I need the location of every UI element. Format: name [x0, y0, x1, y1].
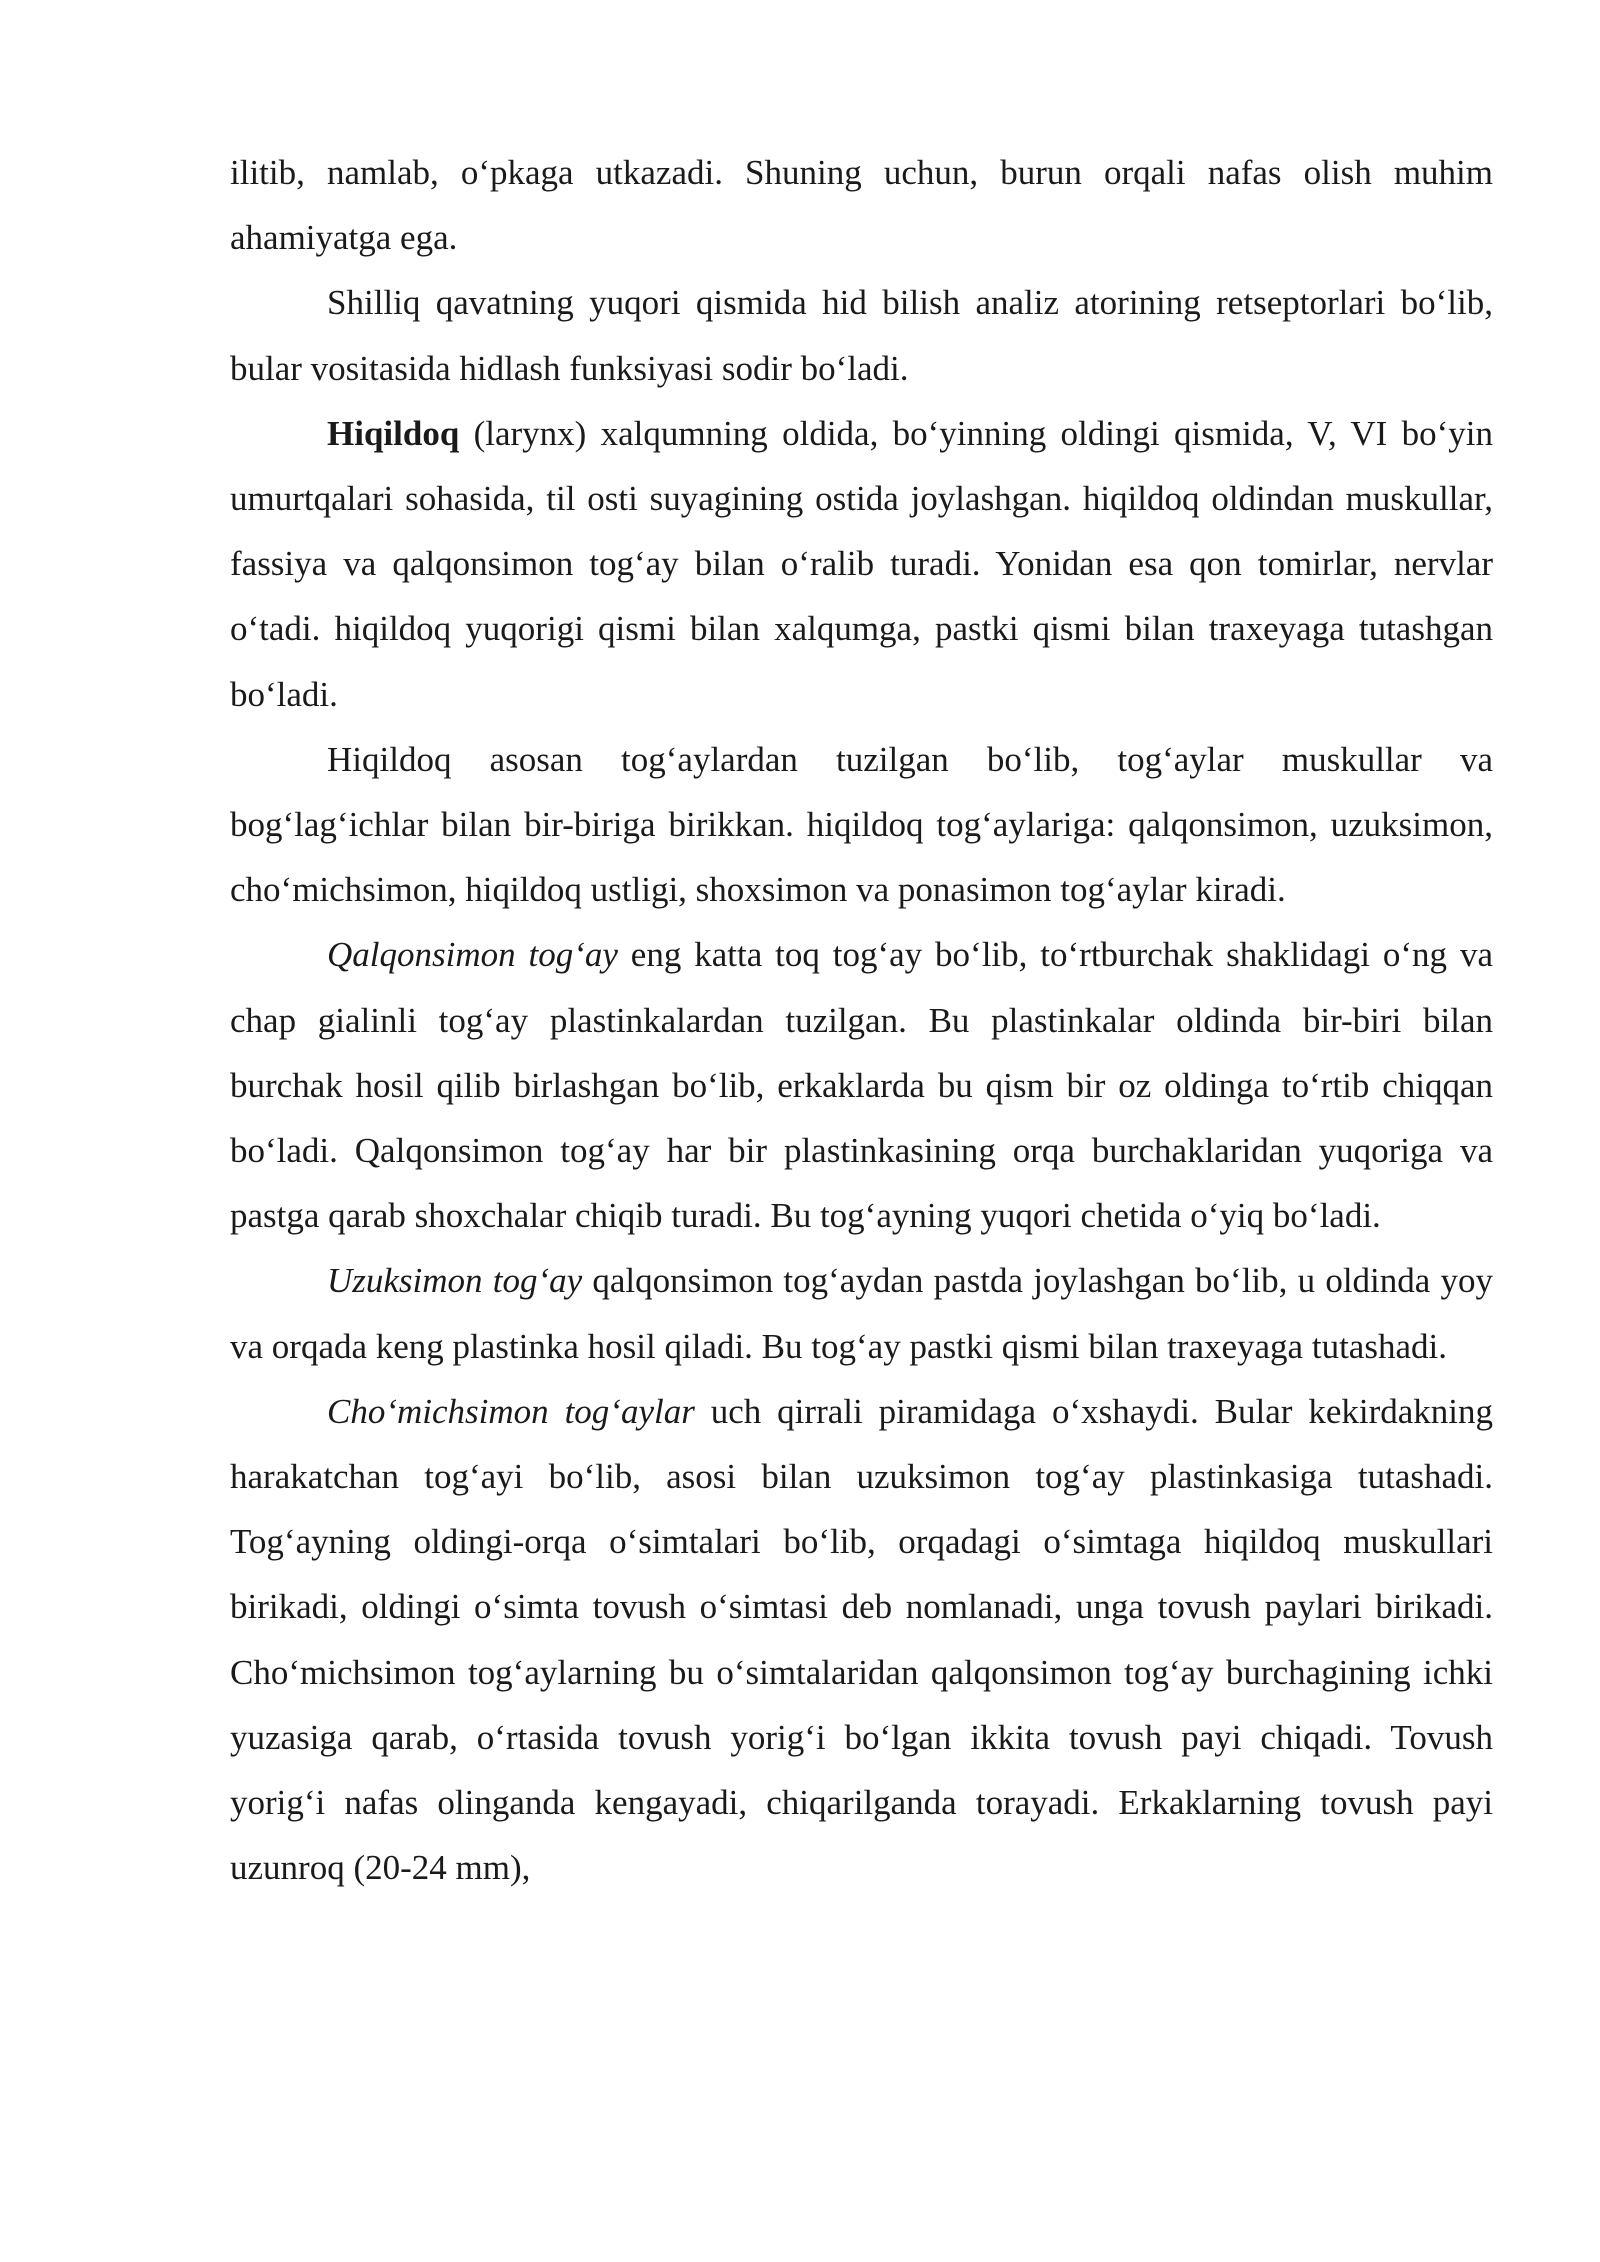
document-page — [230, 140, 1493, 1900]
paragraph — [230, 1248, 1493, 1378]
paragraph-text: ilitib, namlab, o‘pkaga utkazadi. Shuning uchun, burun orqali nafas olish muhim ahamiyatga ega. — [230, 153, 1493, 258]
paragraph — [230, 727, 1493, 923]
paragraph — [230, 1379, 1493, 1901]
term-heading: Hiqildoq — [327, 413, 460, 453]
term-heading: Qalqonsimon tog‘ay — [327, 935, 618, 975]
paragraph — [230, 140, 1493, 270]
paragraph — [230, 270, 1493, 400]
paragraph — [230, 922, 1493, 1248]
paragraph-text: Hiqildoq asosan tog‘aylardan tuzilgan bo‘lib, tog‘aylar muskullar va bog‘lag‘ichlar bilan bir-biriga birikkan. hiqildoq tog‘aylariga: qalqonsimon, uzuksimon, cho‘michsimon, hiqildoq ustligi, shoxsimon va ponasimon tog‘aylar kiradi. — [230, 739, 1493, 910]
term-heading: Cho‘michsimon tog‘aylar — [327, 1391, 695, 1431]
paragraph-text: qalqonsimon tog‘aydan pastda joylashgan bo‘lib, u oldinda yoy va orqada keng plastinka hosil qiladi. Bu tog‘ay pastki qismi bilan traxeyaga tutashadi. — [230, 1261, 1494, 1366]
paragraph-text: Shilliq qavatning yuqori qismida hid bilish analiz atorining retseptorlari bo‘lib, bular vositasida hidlash funksiyasi sodir bo‘ladi. — [230, 283, 1493, 388]
paragraph-text: eng katta toq tog‘ay bo‘lib, to‘rtburchak shaklidagi o‘ng va chap gialinli tog‘ay plastinkalardan tuzilgan. Bu plastinkalar oldinda bir-biri bilan burchak hosil qilib birlashgan bo‘lib, erkaklarda bu qism bir oz oldinga to‘rtib chiqqan bo‘ladi. Qalqonsimon tog‘ay har bir plastinkasining orqa burchaklaridan yuqoriga va pastga qarab shoxchalar chiqib turadi. Bu tog‘ayning yuqori chetida o‘yiq bo‘ladi. — [230, 935, 1493, 1236]
paragraph-text: uch qirrali piramidaga o‘xshaydi. Bular kekirdakning harakatchan tog‘ayi bo‘lib, asosi bilan uzuksimon tog‘ay plastinkasiga tutashadi. Tog‘ayning oldingi-orqa o‘simtalari bo‘lib, orqadagi o‘simtaga hiqildoq muskullari birikadi, oldingi o‘simta tovush o‘simtasi deb nomlanadi, unga tovush paylari birikadi. Cho‘michsimon tog‘aylarning bu o‘simtalaridan qalqonsimon tog‘ay burchagining ichki yuzasiga qarab, o‘rtasida tovush yorig‘i bo‘lgan ikkita tovush payi chiqadi. Tovush yorig‘i nafas olinganda kengayadi, chiqarilganda torayadi. Erkaklarning tovush payi uzunroq (20-24 mm), — [230, 1391, 1493, 1888]
paragraph-text: (larynx) xalqumning oldida, bo‘yinning oldingi qismida, V, VI bo‘yin umurtqalari sohasida, til osti suyagining ostida joylashgan. hiqildoq oldindan muskullar, fassiya va qalqonsimon tog‘ay bilan o‘ralib turadi. Yonidan esa qon tomirlar, nervlar o‘tadi. hiqildoq yuqorigi qismi bilan xalqumga, pastki qismi bilan traxeyaga tutashgan bo‘ladi. — [230, 413, 1493, 714]
term-heading: Uzuksimon tog‘ay — [327, 1261, 583, 1301]
paragraph — [230, 401, 1493, 727]
